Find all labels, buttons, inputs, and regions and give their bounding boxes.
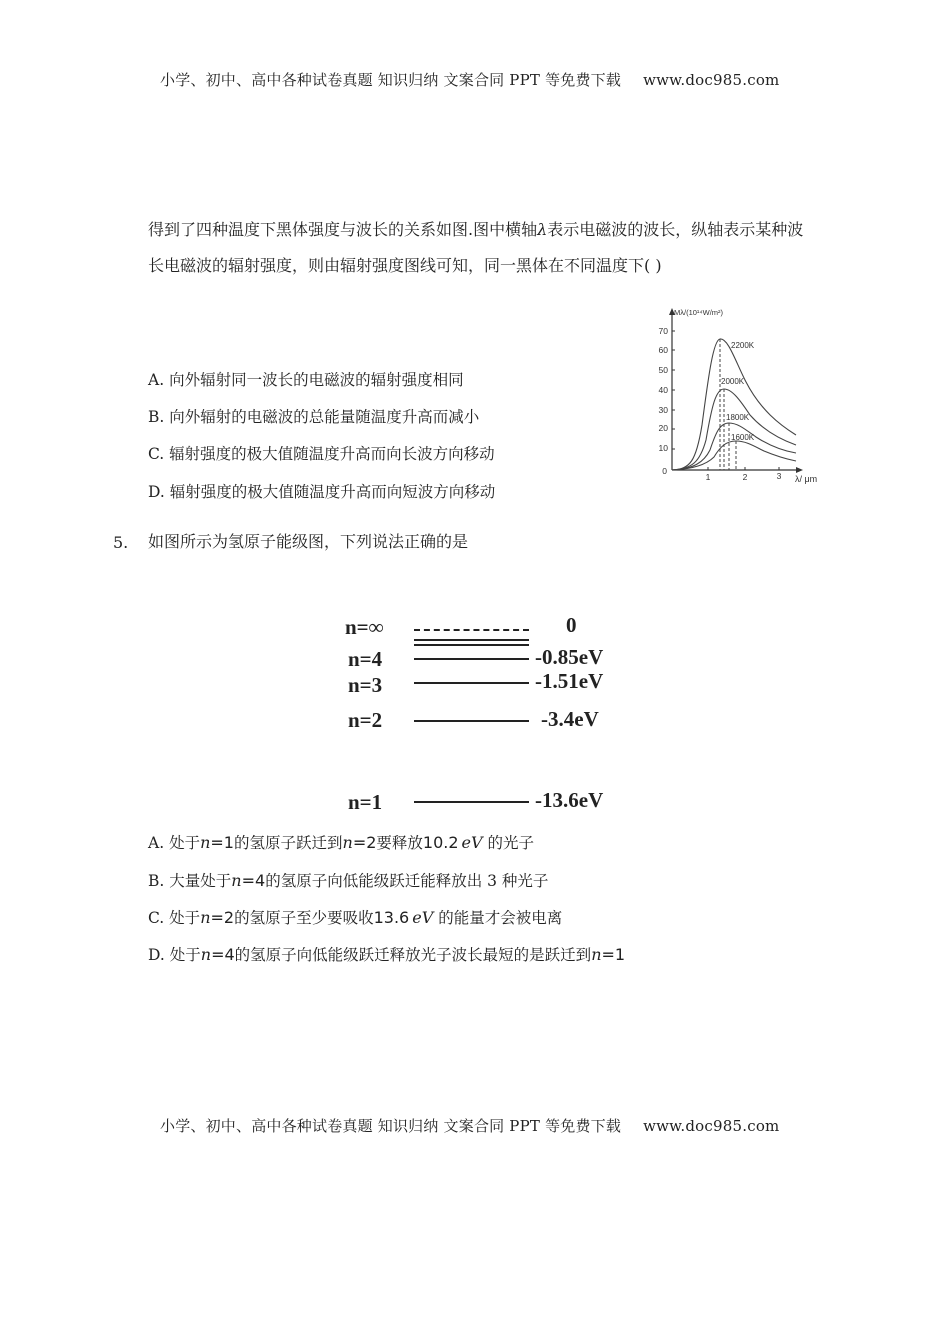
level-line-n2 — [414, 720, 529, 722]
y-axis-label: Mλ/(10¹⁴W/m²) — [674, 308, 724, 317]
level-line-n3 — [414, 682, 529, 684]
svg-text:0: 0 — [662, 466, 667, 476]
svg-text:20: 20 — [658, 423, 668, 433]
level-line-n4 — [414, 658, 529, 660]
footer-site-link[interactable]: www.doc985.com — [643, 1117, 780, 1135]
level-line-close-1 — [414, 639, 529, 641]
question-5-option-a[interactable]: A. 处于n=1的氢原子跃迁到n=2要释放10.2 eV 的光子 — [148, 833, 535, 852]
label-2200k: 2200K — [731, 341, 755, 350]
level-energy-n4: -0.85eV — [535, 645, 604, 669]
svg-text:1: 1 — [705, 472, 711, 482]
answer-paren: ( ) — [644, 256, 662, 275]
curve-2200k — [672, 339, 796, 470]
page-footer — [160, 1115, 779, 1136]
svg-text:10: 10 — [658, 443, 668, 453]
header-text: 小学、初中、高中各种试卷真题 知识归纳 文案合同 PPT 等免费下载 — [160, 71, 622, 89]
level-label-n3: n=3 — [348, 673, 383, 697]
svg-text:3: 3 — [776, 471, 782, 481]
label-1800k: 1800K — [726, 413, 750, 422]
label-2000k: 2000K — [721, 377, 745, 386]
question-4-option-b[interactable]: B. 向外辐射的电磁波的总能量随温度升高而减小 — [148, 408, 480, 426]
level-label-n-infinity: n=∞ — [345, 615, 384, 639]
level-energy-n3: -1.51eV — [535, 669, 604, 693]
question-5-number: 5. — [113, 533, 129, 552]
question-5-option-c[interactable]: C. 处于n=2的氢原子至少要吸收13.6 eV 的能量才会被电离 — [148, 908, 563, 927]
header-site-link[interactable]: www.doc985.com — [643, 71, 780, 89]
x-axis-ticks — [706, 471, 782, 482]
svg-text:70: 70 — [658, 326, 668, 336]
lambda-symbol: λ — [537, 220, 548, 239]
question-4-option-a[interactable]: A. 向外辐射同一波长的电磁波的辐射强度相同 — [148, 371, 464, 389]
level-energy-n-infinity: 0 — [566, 613, 577, 637]
svg-text:40: 40 — [658, 385, 668, 395]
question-5-option-b[interactable]: B. 大量处于n=4的氢原子向低能级跃迁能释放出 3 种光子 — [148, 871, 549, 890]
svg-text:30: 30 — [658, 405, 668, 415]
curve-2000k — [672, 389, 796, 470]
svg-text:60: 60 — [658, 345, 668, 355]
question-4-stem-line-2: 长电磁波的辐射强度，则由辐射强度图线可知，同一黑体在不同温度下( ) — [148, 256, 662, 275]
question-5-option-d[interactable]: D. 处于n=4的氢原子向低能级跃迁释放光子波长最短的是跃迁到n=1 — [148, 945, 626, 964]
svg-text:2: 2 — [742, 472, 748, 482]
level-label-n4: n=4 — [348, 647, 383, 671]
x-axis-label: λ/ μm — [795, 474, 818, 484]
level-label-n2: n=2 — [348, 708, 383, 732]
level-line-n1 — [414, 801, 529, 803]
question-4-option-d[interactable]: D. 辐射强度的极大值随温度升高而向短波方向移动 — [148, 483, 496, 501]
question-4-option-c[interactable]: C. 辐射强度的极大值随温度升高而向长波方向移动 — [148, 445, 495, 463]
footer-text: 小学、初中、高中各种试卷真题 知识归纳 文案合同 PPT 等免费下载 — [160, 1117, 622, 1135]
blackbody-radiation-chart — [655, 300, 835, 490]
question-4-stem-line-1: 得到了四种温度下黑体强度与波长的关系如图.图中横轴λ表示电磁波的波长，纵轴表示某种波 — [148, 220, 804, 239]
level-line-close-2 — [414, 644, 529, 646]
level-energy-n2: -3.4eV — [541, 707, 599, 731]
y-axis-ticks — [659, 326, 669, 476]
hydrogen-energy-level-diagram — [330, 605, 630, 820]
page-header — [160, 69, 779, 90]
level-energy-n1: -13.6eV — [535, 788, 604, 812]
level-label-n1: n=1 — [348, 790, 383, 814]
svg-text:50: 50 — [658, 365, 668, 375]
label-1600k: 1600K — [731, 433, 755, 442]
question-5-stem: 如图所示为氢原子能级图，下列说法正确的是 — [148, 532, 469, 551]
question-4-stem — [148, 212, 848, 284]
level-line-n-infinity — [414, 629, 529, 631]
